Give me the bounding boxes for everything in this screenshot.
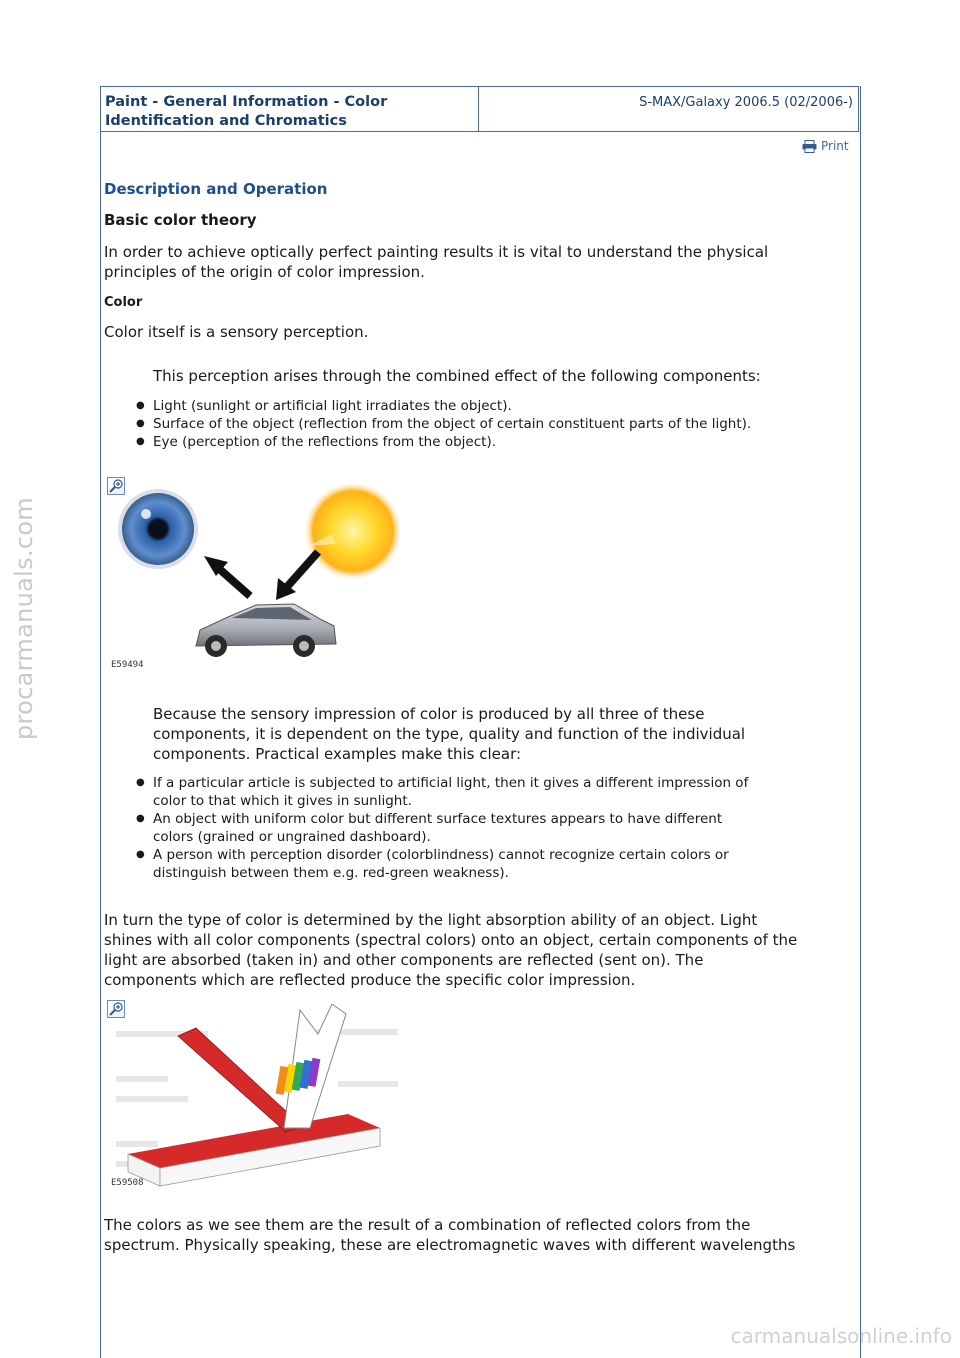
because-line: components. Practical examples make this clear: bbox=[153, 745, 522, 763]
absorption-line: light are absorbed (taken in) and other components are reflected (sent on). The bbox=[104, 951, 704, 969]
intro-line-1: In order to achieve optically perfect painting results it is vital to understand the physical bbox=[104, 243, 769, 261]
intro-line-2: principles of the origin of color impression. bbox=[104, 263, 425, 281]
list-item bbox=[131, 774, 856, 810]
watermark-procarmanuals: procarmanuals.com bbox=[10, 497, 38, 740]
list-item-line: distinguish between them e.g. red-green weakness). bbox=[153, 865, 509, 881]
absorption-line: shines with all color components (spectral colors) onto an object, certain components of the bbox=[104, 931, 798, 949]
color-heading: Color bbox=[104, 295, 143, 310]
absorption-line: In turn the type of color is determined by the light absorption ability of an object. Light bbox=[104, 911, 758, 929]
light-absorption-figure bbox=[108, 1004, 404, 1192]
list-item-line: ● A person with perception disorder (colorblindness) cannot recognize certain colors or bbox=[153, 847, 729, 863]
section-title: Description and Operation bbox=[104, 180, 328, 198]
print-button[interactable] bbox=[802, 139, 849, 153]
because-line: Because the sensory impression of color is produced by all three of these bbox=[153, 705, 705, 723]
car-icon bbox=[196, 604, 336, 657]
incident-light-arrow-icon bbox=[276, 552, 318, 600]
sun-icon bbox=[303, 484, 400, 581]
list-item-line: colors (grained or ungrained dashboard). bbox=[153, 829, 431, 845]
list-item-line: ● An object with uniform color but different surface textures appears to have different bbox=[153, 811, 723, 827]
absorption-line: components which are reflected produce the specific color impression. bbox=[104, 971, 636, 989]
color-text: Color itself is a sensory perception. bbox=[104, 323, 369, 341]
list-item: ● Eye (perception of the reflections from the object). bbox=[131, 433, 856, 451]
page-title bbox=[101, 87, 479, 131]
list-item: ● Light (sunlight or artificial light irradiates the object). bbox=[131, 397, 856, 415]
perception-text: This perception arises through the combined effect of the following components: bbox=[153, 367, 761, 385]
color-perception-figure bbox=[108, 484, 400, 670]
page-title-line-1: Paint - General Information - Color bbox=[105, 94, 388, 110]
figure-id: E59508 bbox=[111, 1178, 144, 1188]
print-label: Print bbox=[821, 139, 849, 153]
subsection-title: Basic color theory bbox=[104, 211, 257, 229]
final-line: spectrum. Physically speaking, these are electromagnetic waves with different wavelengths bbox=[104, 1236, 796, 1254]
printer-icon bbox=[802, 140, 817, 153]
watermark-carmanualsonline: carmanualsonline.info bbox=[730, 1324, 952, 1348]
page-title-line-2: Identification and Chromatics bbox=[105, 113, 347, 129]
final-line: The colors as we see them are the result of a combination of reflected colors from the bbox=[104, 1216, 751, 1234]
list-item-line: ● If a particular article is subjected to artificial light, then it gives a different impression of bbox=[153, 775, 749, 791]
components-list bbox=[131, 397, 856, 451]
list-item bbox=[131, 810, 856, 846]
list-item-line: color to that which it gives in sunlight. bbox=[153, 793, 412, 809]
examples-list bbox=[131, 774, 856, 882]
vehicle-model: S-MAX/Galaxy 2006.5 (02/2006-) bbox=[639, 95, 853, 110]
because-line: components, it is dependent on the type, quality and function of the individual bbox=[153, 725, 746, 743]
list-item: ● Surface of the object (reflection from the object of certain constituent parts of the light). bbox=[131, 415, 856, 433]
page-header bbox=[100, 86, 859, 132]
eye-icon bbox=[122, 493, 194, 565]
list-item bbox=[131, 846, 856, 882]
figure-id: E59494 bbox=[111, 660, 144, 670]
surface-block-shape bbox=[128, 1114, 380, 1186]
reflection-arrow-icon bbox=[204, 556, 250, 596]
reflected-light-beam-shape bbox=[276, 1004, 346, 1128]
